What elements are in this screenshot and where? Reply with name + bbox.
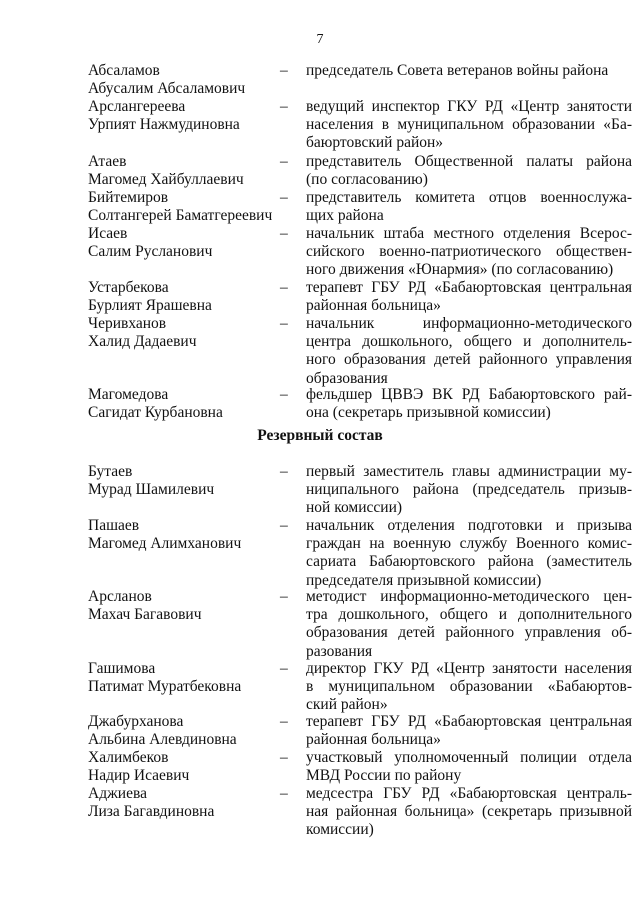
member-role-line: терапевт ГБУ РД «Бабаюртовская центральная xyxy=(306,713,632,730)
reserve-entry xyxy=(88,785,632,840)
member-role-line: комиссии) xyxy=(306,821,374,839)
member-role-line: терапевт ГБУ РД «Бабаюртовская центральная xyxy=(306,279,632,296)
member-role-line: методист информационно-методического цен- xyxy=(306,588,632,605)
member-role-line: ведущий инспектор ГКУ РД «Центр занятости xyxy=(306,98,632,115)
dash-separator: – xyxy=(280,315,288,332)
dash-separator: – xyxy=(280,98,288,115)
member-surname: Бутаев xyxy=(88,463,133,480)
member-surname: Аджиева xyxy=(88,785,147,802)
member-given-name: Альбина Алевдиновна xyxy=(88,731,237,749)
dash-separator: – xyxy=(280,713,288,730)
dash-separator: – xyxy=(280,62,288,79)
member-role-line: ной комиссии) xyxy=(306,499,403,517)
member-entry xyxy=(88,98,632,153)
member-role-line: центра дошкольного, общего и дополнитель- xyxy=(306,333,632,351)
member-surname: Гашимова xyxy=(88,660,156,677)
member-entry xyxy=(88,62,608,98)
member-role-line: председатель Совета ветеранов войны района xyxy=(306,62,609,79)
dash-separator: – xyxy=(280,463,288,480)
member-given-name: Абусалим Абсаламович xyxy=(88,80,246,98)
member-role-line: начальник информационно-методического xyxy=(306,315,632,332)
member-role-line: начальник отделения подготовки и призыва xyxy=(306,517,632,534)
member-surname: Устарбекова xyxy=(88,279,169,296)
member-surname: Халимбеков xyxy=(88,749,169,766)
member-role-line: представитель комитета отцов военнослужа- xyxy=(306,189,632,206)
member-surname: Магомедова xyxy=(88,386,169,403)
member-surname: Арслангереева xyxy=(88,98,186,115)
member-given-name: Урпият Нажмудиновна xyxy=(88,116,240,134)
member-role-line: медсестра ГБУ РД «Бабаюртовская централь- xyxy=(306,785,632,802)
member-given-name: Магомед Алимханович xyxy=(88,535,242,553)
member-role-line: участковый уполномоченный полиции отдела xyxy=(306,749,632,766)
member-surname: Исаев xyxy=(88,225,128,242)
member-entry xyxy=(88,189,632,225)
member-role-line: щих района xyxy=(306,207,384,225)
member-surname: Пашаев xyxy=(88,517,140,534)
member-role-line: районная больница» xyxy=(306,297,441,315)
reserve-entry xyxy=(88,713,632,749)
member-role-line: ниципального района (председатель призыв- xyxy=(306,481,632,499)
member-role-line: в муниципальном образовании «Бабаюртов- xyxy=(306,678,632,696)
member-surname: Арсланов xyxy=(88,588,152,605)
member-surname: Атаев xyxy=(88,153,127,170)
member-entry xyxy=(88,225,632,280)
member-role-line: районная больница» xyxy=(306,731,441,749)
dash-separator: – xyxy=(280,279,288,296)
member-role-line: баюртовский район» xyxy=(306,134,444,152)
member-role-line: МВД России по району xyxy=(306,767,462,785)
reserve-entry xyxy=(88,749,632,785)
member-given-name: Бурлият Ярашевна xyxy=(88,297,212,315)
member-role-line: начальник штаба местного отделения Всерос- xyxy=(306,225,632,242)
member-surname: Джабурханова xyxy=(88,713,184,730)
member-role-line: она (секретарь призывной комиссии) xyxy=(306,404,551,422)
member-role-line: тра дошкольного, общего и дополнительного xyxy=(306,606,632,624)
member-role-line: (по согласованию) xyxy=(306,171,428,189)
member-role-line: населения в муниципальном образовании «Ба- xyxy=(306,116,632,134)
member-given-name: Халид Дадаевич xyxy=(88,333,197,351)
member-surname: Абсаламов xyxy=(88,62,160,79)
member-entry xyxy=(88,315,632,388)
member-role-line: образования детей районного управления об- xyxy=(306,624,632,642)
member-role-line: разования xyxy=(306,642,373,660)
dash-separator: – xyxy=(280,785,288,802)
reserve-entry xyxy=(88,463,632,518)
member-role-line: представитель Общественной палаты района xyxy=(306,153,632,170)
page-number: 7 xyxy=(316,32,324,47)
member-given-name: Магомед Хайбуллаевич xyxy=(88,171,244,189)
member-role-line: ного движения «Юнармия» (по согласованию) xyxy=(306,261,614,279)
member-entry xyxy=(88,386,632,422)
member-role-line: первый заместитель главы администрации му- xyxy=(306,463,632,480)
member-given-name: Салим Русланович xyxy=(88,243,213,261)
dash-separator: – xyxy=(280,588,288,605)
member-given-name: Махач Багавович xyxy=(88,606,202,624)
section-title-reserve: Резервный состав xyxy=(257,427,383,444)
member-given-name: Патимат Муратбековна xyxy=(88,678,242,696)
member-role-line: ного образования детей районного управления xyxy=(306,351,632,369)
member-entry xyxy=(88,279,632,315)
member-role-line: сийского военно-патриотического обществен- xyxy=(306,243,632,261)
dash-separator: – xyxy=(280,749,288,766)
dash-separator: – xyxy=(280,517,288,534)
member-surname: Бийтемиров xyxy=(88,189,169,206)
member-role-line: сариата Бабаюртовского района (заместитель xyxy=(306,553,632,571)
member-role-line: фельдшер ЦВВЭ ВК РД Бабаюртовского рай- xyxy=(306,386,632,403)
member-given-name: Лиза Багавдиновна xyxy=(88,803,215,821)
member-role-line: образования xyxy=(306,369,388,387)
dash-separator: – xyxy=(280,660,288,677)
member-role-line: председателя призывной комиссии) xyxy=(306,571,542,589)
member-given-name: Мурад Шамилевич xyxy=(88,481,215,499)
member-given-name: Надир Исаевич xyxy=(88,767,190,785)
member-role-line: ский район» xyxy=(306,696,388,714)
member-role-line: ная районная больница» (секретарь призывной xyxy=(306,803,632,821)
dash-separator: – xyxy=(280,386,288,403)
dash-separator: – xyxy=(280,189,288,206)
member-given-name: Солтангерей Баматгереевич xyxy=(88,207,273,225)
reserve-entry xyxy=(88,588,632,661)
member-role-line: директор ГКУ РД «Центр занятости населения xyxy=(306,660,632,677)
reserve-entry xyxy=(88,517,632,590)
member-given-name: Сагидат Курбановна xyxy=(88,404,223,422)
member-entry xyxy=(88,153,632,189)
member-role-line: граждан на военную службу Военного комис- xyxy=(306,535,632,553)
dash-separator: – xyxy=(280,225,288,242)
member-surname: Черивханов xyxy=(88,315,167,332)
dash-separator: – xyxy=(280,153,288,170)
reserve-entry xyxy=(88,660,632,715)
